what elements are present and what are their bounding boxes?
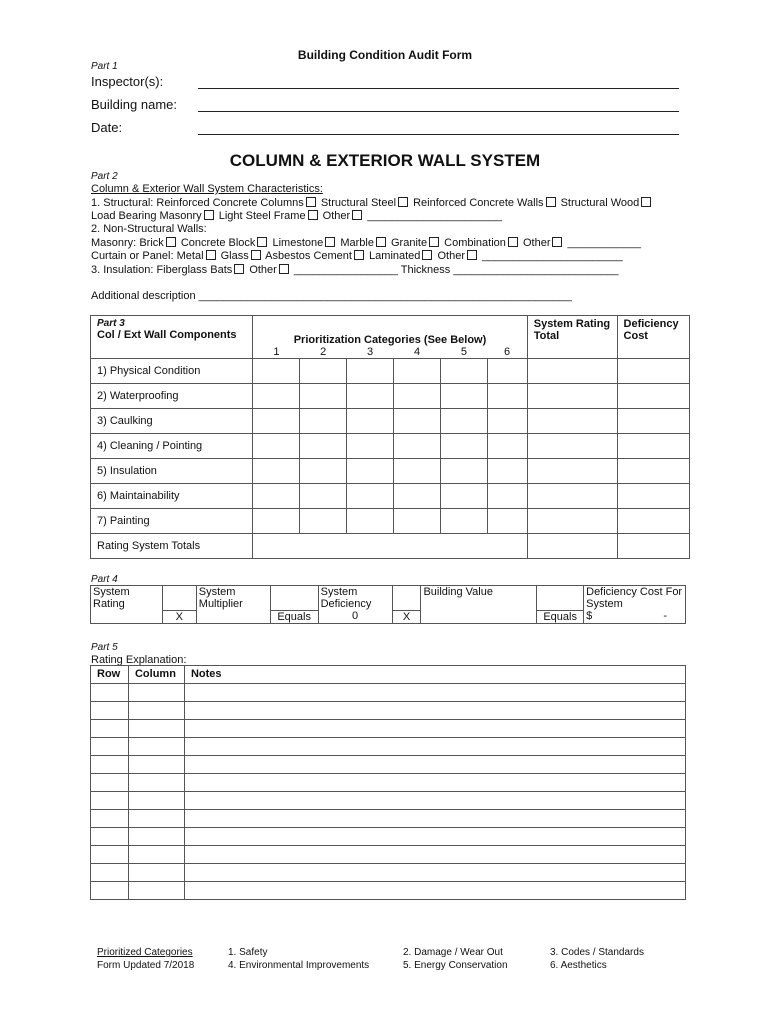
deficiency-cell[interactable] (617, 409, 689, 434)
checkbox-marble[interactable] (376, 237, 386, 247)
form-title: Building Condition Audit Form (297, 48, 473, 62)
rating-cell[interactable] (441, 409, 488, 434)
opt-combination: Combination (444, 237, 506, 249)
building-name-label: Building name: (91, 97, 177, 112)
system-multiplier-value[interactable] (196, 610, 270, 623)
row-cell[interactable] (91, 756, 129, 774)
rating-cell[interactable] (253, 484, 300, 509)
system-rating-cell[interactable] (527, 359, 617, 384)
table-row (91, 702, 686, 720)
checkbox-combination[interactable] (508, 237, 518, 247)
times-sign-2: X (392, 610, 421, 623)
part3-table (90, 315, 690, 559)
row-cell[interactable] (91, 810, 129, 828)
checkbox-structural-other[interactable] (352, 210, 362, 220)
opt-asbestos-cement: Asbestos Cement (265, 250, 352, 262)
categories-header: Prioritization Categories (See Below) (253, 316, 527, 347)
column-cell[interactable] (128, 846, 184, 864)
category-number-3: 3 (347, 346, 394, 359)
column-cell[interactable] (128, 720, 184, 738)
footer-category-2: 2. Damage / Wear Out (403, 947, 503, 958)
column-cell[interactable] (128, 828, 184, 846)
structural-prefix: 1. Structural: (91, 197, 154, 209)
row-cell[interactable] (91, 864, 129, 882)
rating-cell[interactable] (347, 359, 394, 384)
opt-insulation-other: Other (249, 264, 277, 276)
part4-label: Part 4 (91, 574, 118, 585)
rating-cell[interactable] (487, 409, 527, 434)
column-cell[interactable] (128, 882, 184, 900)
masonry-other-blank[interactable]: ____________ (567, 237, 641, 249)
system-multiplier-label: System Multiplier (196, 586, 270, 611)
row-cell[interactable] (91, 702, 129, 720)
masonry-prefix: Masonry: (91, 237, 137, 249)
opt-structural-wood: Structural Wood (560, 197, 640, 209)
notes-cell[interactable] (184, 702, 685, 720)
opt-light-steel-frame: Light Steel Frame (218, 210, 306, 222)
table-row (91, 459, 690, 484)
component-caulking: 3) Caulking (91, 409, 253, 434)
row-cell[interactable] (91, 792, 129, 810)
rating-cell[interactable] (347, 409, 394, 434)
rating-cell[interactable] (487, 459, 527, 484)
opt-granite: Granite (391, 237, 428, 249)
inspector-field[interactable] (198, 88, 679, 89)
deficiency-cell[interactable] (617, 384, 689, 409)
totals-cell[interactable] (253, 534, 527, 559)
blank-cell (537, 586, 584, 611)
row-cell[interactable] (91, 738, 129, 756)
system-rating-cell[interactable] (527, 459, 617, 484)
table-row (91, 720, 686, 738)
deficiency-cell[interactable] (617, 359, 689, 384)
checkbox-light-steel-frame[interactable] (308, 210, 318, 220)
rating-cell[interactable] (347, 484, 394, 509)
rating-cell[interactable] (253, 409, 300, 434)
rating-cell[interactable] (253, 509, 300, 534)
system-rating-cell[interactable] (527, 409, 617, 434)
rating-cell[interactable] (300, 384, 347, 409)
part1-label: Part 1 (91, 61, 118, 72)
rating-system-totals: Rating System Totals (91, 534, 253, 559)
system-rating-cell[interactable] (527, 484, 617, 509)
row-cell[interactable] (91, 828, 129, 846)
opt-fiberglass-bats: Fiberglass Bats (156, 264, 233, 276)
component-header-spacer (91, 346, 253, 359)
table-row (91, 434, 690, 459)
column-cell[interactable] (128, 738, 184, 756)
rating-cell[interactable] (347, 434, 394, 459)
table-row (91, 810, 686, 828)
rating-cell[interactable] (441, 509, 488, 534)
opt-limestone: Limestone (272, 237, 324, 249)
rating-cell[interactable] (441, 459, 488, 484)
checkbox-concrete-block[interactable] (257, 237, 267, 247)
curtain-prefix: Curtain or Panel: (91, 250, 174, 262)
masonry-line (91, 237, 641, 250)
system-rating-cell[interactable] (527, 384, 617, 409)
rating-cell[interactable] (300, 509, 347, 534)
table-row (91, 864, 686, 882)
part3-header-cell (91, 316, 253, 347)
opt-laminated: Laminated (369, 250, 421, 262)
rating-cell[interactable] (394, 434, 441, 459)
rating-cell[interactable] (394, 484, 441, 509)
rating-cell[interactable] (300, 434, 347, 459)
system-deficiency-label: System Deficiency (318, 586, 392, 611)
opt-load-bearing-masonry: Load Bearing Masonry (91, 210, 202, 222)
rating-cell[interactable] (394, 384, 441, 409)
notes-cell[interactable] (184, 864, 685, 882)
component-waterproofing: 2) Waterproofing (91, 384, 253, 409)
opt-structural-other: Other (322, 210, 351, 222)
table-row (91, 738, 686, 756)
rating-cell[interactable] (253, 384, 300, 409)
table-row (91, 384, 690, 409)
notes-cell[interactable] (184, 684, 685, 702)
system-rating-total-cell[interactable] (527, 534, 617, 559)
checkbox-masonry-other[interactable] (552, 237, 562, 247)
opt-reinforced-concrete-columns: Reinforced Concrete Columns (156, 197, 304, 209)
component-painting: 7) Painting (91, 509, 253, 534)
rating-cell[interactable] (394, 509, 441, 534)
nonstructural-label: 2. Non-Structural Walls: (91, 223, 207, 235)
rating-cell[interactable] (394, 459, 441, 484)
currency-sign: $ (586, 610, 593, 622)
col-row-header: Row (91, 666, 129, 684)
footer-category-5: 5. Energy Conservation (403, 960, 508, 971)
table-row (91, 409, 690, 434)
row-cell[interactable] (91, 720, 129, 738)
rating-cell[interactable] (441, 384, 488, 409)
blank-cell (162, 586, 196, 611)
system-rating-cell[interactable] (527, 509, 617, 534)
rating-cell[interactable] (487, 484, 527, 509)
column-cell[interactable] (128, 756, 184, 774)
category-number-5: 5 (441, 346, 488, 359)
opt-curtain-other: Other (437, 250, 465, 262)
rating-cell[interactable] (394, 359, 441, 384)
rating-cell[interactable] (300, 484, 347, 509)
part4-table (90, 585, 686, 624)
rating-cell[interactable] (441, 434, 488, 459)
table-row (91, 684, 686, 702)
deficiency-cell[interactable] (617, 459, 689, 484)
checkbox-load-bearing-masonry[interactable] (204, 210, 214, 220)
part5-label: Part 5 (91, 642, 118, 653)
rating-cell[interactable] (300, 409, 347, 434)
footer-form-updated: Form Updated 7/2018 (97, 960, 195, 971)
checkbox-reinforced-concrete-columns[interactable] (306, 197, 316, 207)
component-header: Col / Ext Wall Components (97, 329, 237, 341)
structural-line-2 (91, 210, 502, 223)
table-row (91, 774, 686, 792)
table-row (91, 484, 690, 509)
row-cell[interactable] (91, 774, 129, 792)
component-physical-condition: 1) Physical Condition (91, 359, 253, 384)
notes-cell[interactable] (184, 846, 685, 864)
opt-reinforced-concrete-walls: Reinforced Concrete Walls (413, 197, 544, 209)
building-value-label: Building Value (421, 586, 537, 611)
deficiency-cost-label: Deficiency Cost For System (584, 586, 686, 611)
footer-category-4: 4. Environmental Improvements (228, 960, 370, 971)
column-cell[interactable] (128, 810, 184, 828)
part2-label: Part 2 (91, 171, 118, 182)
deficiency-total-cell[interactable] (617, 534, 689, 559)
additional-line (91, 290, 572, 303)
times-sign-1: X (162, 610, 196, 623)
opt-structural-steel: Structural Steel (320, 197, 397, 209)
notes-cell[interactable] (184, 792, 685, 810)
column-cell[interactable] (128, 684, 184, 702)
checkbox-insulation-other[interactable] (279, 264, 289, 274)
opt-brick: Brick (139, 237, 164, 249)
checkbox-fiberglass-bats[interactable] (234, 264, 244, 274)
structural-other-blank[interactable]: ______________________ (367, 210, 502, 222)
table-row (91, 359, 690, 384)
opt-concrete-block: Concrete Block (180, 237, 256, 249)
row-cell[interactable] (91, 684, 129, 702)
category-number-6: 6 (487, 346, 527, 359)
footer-category-6: 6. Aesthetics (550, 960, 607, 971)
date-field[interactable] (198, 134, 679, 135)
blank-cell (270, 586, 318, 611)
deficiency-cell[interactable] (617, 509, 689, 534)
rating-cell[interactable] (253, 359, 300, 384)
rating-cell[interactable] (487, 359, 527, 384)
rating-cell[interactable] (347, 509, 394, 534)
rating-cell[interactable] (394, 409, 441, 434)
checkbox-granite[interactable] (429, 237, 439, 247)
rating-cell[interactable] (441, 484, 488, 509)
table-row (91, 534, 690, 559)
building-name-field[interactable] (198, 111, 679, 112)
opt-masonry-other: Other (522, 237, 551, 249)
table-row (91, 828, 686, 846)
component-insulation: 5) Insulation (91, 459, 253, 484)
insulation-other-blank[interactable]: _________________ (293, 264, 398, 276)
checkbox-asbestos-cement[interactable] (354, 250, 364, 260)
system-rating-cell[interactable] (527, 434, 617, 459)
checkbox-structural-steel[interactable] (398, 197, 408, 207)
additional-label: Additional description (91, 290, 196, 302)
rating-cell[interactable] (253, 434, 300, 459)
notes-cell[interactable] (184, 828, 685, 846)
deficiency-cell[interactable] (617, 484, 689, 509)
structural-line (91, 197, 653, 210)
table-row (91, 882, 686, 900)
rating-cell[interactable] (347, 459, 394, 484)
date-label: Date: (91, 120, 123, 135)
table-row (91, 846, 686, 864)
column-cell[interactable] (128, 864, 184, 882)
deficiency-cost-value[interactable] (584, 610, 686, 623)
checkbox-reinforced-concrete-walls[interactable] (546, 197, 556, 207)
rating-cell[interactable] (347, 384, 394, 409)
rating-cell[interactable] (300, 459, 347, 484)
curtain-other-blank[interactable]: _______________________ (482, 250, 623, 262)
part3-label: Part 3 (97, 318, 125, 329)
component-maintainability: 6) Maintainability (91, 484, 253, 509)
table-row (91, 756, 686, 774)
rating-cell[interactable] (253, 459, 300, 484)
building-value-value[interactable] (421, 610, 537, 623)
thickness-label: Thickness (400, 264, 451, 276)
footer-category-3: 3. Codes / Standards (550, 947, 644, 958)
system-deficiency-value[interactable]: 0 (318, 610, 392, 623)
footer-categories-title: Prioritized Categories (97, 947, 193, 958)
footer-category-1: 1. Safety (228, 947, 268, 958)
insulation-line (91, 264, 619, 277)
thickness-blank[interactable]: ___________________________ (453, 264, 619, 276)
table-row (91, 792, 686, 810)
notes-cell[interactable] (184, 720, 685, 738)
checkbox-brick[interactable] (166, 237, 176, 247)
curtain-line (91, 250, 623, 263)
component-cleaning-pointing: 4) Cleaning / Pointing (91, 434, 253, 459)
equals-1: Equals (270, 610, 318, 623)
row-cell[interactable] (91, 882, 129, 900)
column-cell[interactable] (128, 774, 184, 792)
additional-blank[interactable]: _____________________________________________________________ (198, 290, 572, 302)
checkbox-curtain-other[interactable] (467, 250, 477, 260)
row-cell[interactable] (91, 846, 129, 864)
notes-cell[interactable] (184, 774, 685, 792)
opt-glass: Glass (220, 250, 249, 262)
notes-cell[interactable] (184, 756, 685, 774)
col-notes-header: Notes (184, 666, 685, 684)
blank-cell (392, 586, 421, 611)
checkbox-structural-wood[interactable] (641, 197, 651, 207)
rating-cell[interactable] (441, 359, 488, 384)
system-rating-label: System Rating (91, 586, 163, 611)
rating-cell[interactable] (487, 509, 527, 534)
category-number-2: 2 (300, 346, 347, 359)
part5-table (90, 665, 686, 900)
system-rating-header: System Rating Total (527, 316, 617, 359)
rating-cell[interactable] (487, 384, 527, 409)
checkbox-laminated[interactable] (422, 250, 432, 260)
system-rating-value[interactable] (91, 610, 163, 623)
column-cell[interactable] (128, 702, 184, 720)
deficiency-header: Deficiency Cost (617, 316, 689, 359)
section-heading: COLUMN & EXTERIOR WALL SYSTEM (229, 151, 541, 170)
category-number-4: 4 (394, 346, 441, 359)
inspector-label: Inspector(s): (91, 74, 164, 89)
checkbox-limestone[interactable] (325, 237, 335, 247)
rating-cell[interactable] (487, 434, 527, 459)
table-row (91, 509, 690, 534)
col-column-header: Column (128, 666, 184, 684)
checkbox-metal[interactable] (206, 250, 216, 260)
rating-explanation-label: Rating Explanation: (91, 654, 187, 666)
insulation-prefix: 3. Insulation: (91, 264, 154, 276)
opt-metal: Metal (176, 250, 204, 262)
notes-cell[interactable] (184, 810, 685, 828)
deficiency-cell[interactable] (617, 434, 689, 459)
rating-cell[interactable] (300, 359, 347, 384)
checkbox-glass[interactable] (251, 250, 261, 260)
notes-cell[interactable] (184, 738, 685, 756)
characteristics-intro: Column & Exterior Wall System Characteristics: (91, 183, 323, 195)
category-number-1: 1 (253, 346, 300, 359)
notes-cell[interactable] (184, 882, 685, 900)
cost-value: - (663, 610, 667, 622)
equals-2: Equals (537, 610, 584, 623)
opt-marble: Marble (340, 237, 374, 249)
column-cell[interactable] (128, 792, 184, 810)
